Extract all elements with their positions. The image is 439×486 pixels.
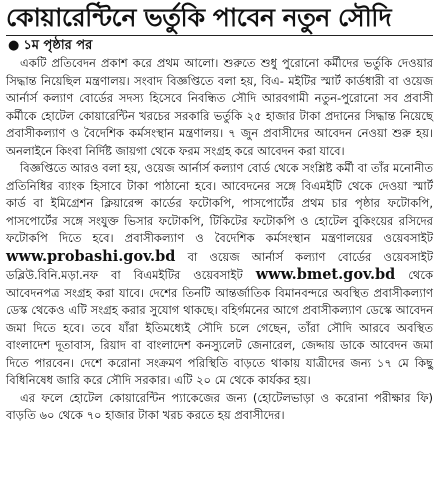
paragraph-text: থেকে আবেদনপত্র সংগ্রহ করা যাবে। দেশের তিনটি আন্তর্জাতিক বিমানবন্দরে অবস্থিত প্রবাসীকল্যাণ ডেস্ক থেকেও এটি সংগ্রহ করার সুযোগ থাকছে। বহির্গমনের আগে প্রবাসীকল্যাণ ডেস্কে আবেদন জমা দিতে হবে। তবে যাঁরা ইতিমধ্যেই সৌদি চলে গেছেন, তাঁরা সৌদি আরবে অবস্থিত বাংলাদেশ দূতাবাস, রিয়াদ বা বাংলাদেশ কনস্যুলেট জেনারেল, জেদ্দায় ডাকে আবেদন জমা দিতে পারবেন। দেশে করোনা সংক্রমণ পরিস্থিতি বাড়তে থাকায় যাত্রীদের জন্য ১৭ মে কিছু বিধিনিষেধ জারি করে সৌদি সরকার। এটি ২০ মে থেকে কার্যকর হয়। — [6, 268, 434, 387]
paragraph-text: বিজ্ঞপ্তিতে আরও বলা হয়, ওয়েজ আর্নার্স কল্যাণ বোর্ড থেকে সংশ্লিষ্ট কর্মী বা তাঁর মনোনীত প্রতিনিধির ব্যাংক হিসাবে টাকা পাঠানো হবে। আবেদনের সঙ্গে বিএমইটি থেকে দেওয়া স্মার্ট কার্ড বা ইমিগ্রেশন ক্লিয়ারেন্স কার্ডের ফটোকপি, পাসপোর্টের প্রথম চার পৃষ্ঠার ফটোকপি, পাসপোর্টের সঙ্গে সংযুক্ত ভিসার ফটোকপি, টিকিটের ফটোকপি ও হোটেল বুকিংয়ের রসিদের ফটোকপি দিতে হবে। প্রবাসীকল্যাণ ও বৈদেশিক কর্মসংস্থান মন্ত্রণালয়ের ওয়েবসাইট — [6, 161, 433, 245]
headline-rule — [6, 35, 433, 36]
article-paragraph — [6, 160, 433, 390]
article-paragraph: একটি প্রতিবেদন প্রকাশ করে প্রথম আলো। শুরুতে শুধু পুরোনো কর্মীদের ভর্তুকি দেওয়ার সিদ্ধান্ত নিয়েছিল মন্ত্রণালয়। সংবাদ বিজ্ঞপ্তিতে বলা হয়, বিএ- মইটির স্মার্ট কার্ডধারী বা ওয়েজ আর্নার্স কল্যাণ বোর্ডের সদস্য হিসেবে নিবন্ধিত সৌদি আরবগামী নতুন-পুরোনো সব প্রবাসী কর্মীকে হোটেল কোয়ারেন্টিন খরচের সরকারি ভর্তুকি ২৫ হাজার টাকা প্রদানের সিদ্ধান্ত নিয়েছে প্রবাসীকল্যাণ ও বৈদেশিক কর্মসংস্থান মন্ত্রণালয়। ৭ জুন প্রবাসীদের আবেদন নেওয়া শুরু হয়। অনলাইনে কিংবা নির্দিষ্ট জায়গা থেকে ফরম সংগ্রহ করে আবেদন করা যাবে। — [6, 56, 433, 158]
headline: কোয়ারেন্টিনে ভর্তুকি পাবেন নতুন সৌদি — [6, 3, 392, 32]
article-body — [6, 55, 433, 425]
continued-from-line — [8, 38, 433, 54]
continued-from-text: ১ম পৃষ্ঠার পর — [23, 38, 93, 53]
bullet-icon: ● — [8, 38, 20, 53]
website-url: www.bmet.gov.bd — [255, 266, 396, 283]
paragraph-text: বা ওয়েজ আর্নার্স কল্যাণ বোর্ডের ওয়েবসাইট ডব্লিউ.বিনি.মড়া.নফ বা বিএমইটির ওয়েবসাইট — [6, 249, 433, 282]
article-paragraph: এর ফলে হোটেল কোয়ারেন্টিন প্যাকেজের জন্য (হোটেলভাড়া ও করোনা পরীক্ষার ফি) বাড়তি ৬০ থেকে ৭০ হাজার টাকা খরচ করতে হয় প্রবাসীদের। — [6, 390, 433, 422]
website-url: www.probashi.gov.bd — [6, 247, 176, 265]
